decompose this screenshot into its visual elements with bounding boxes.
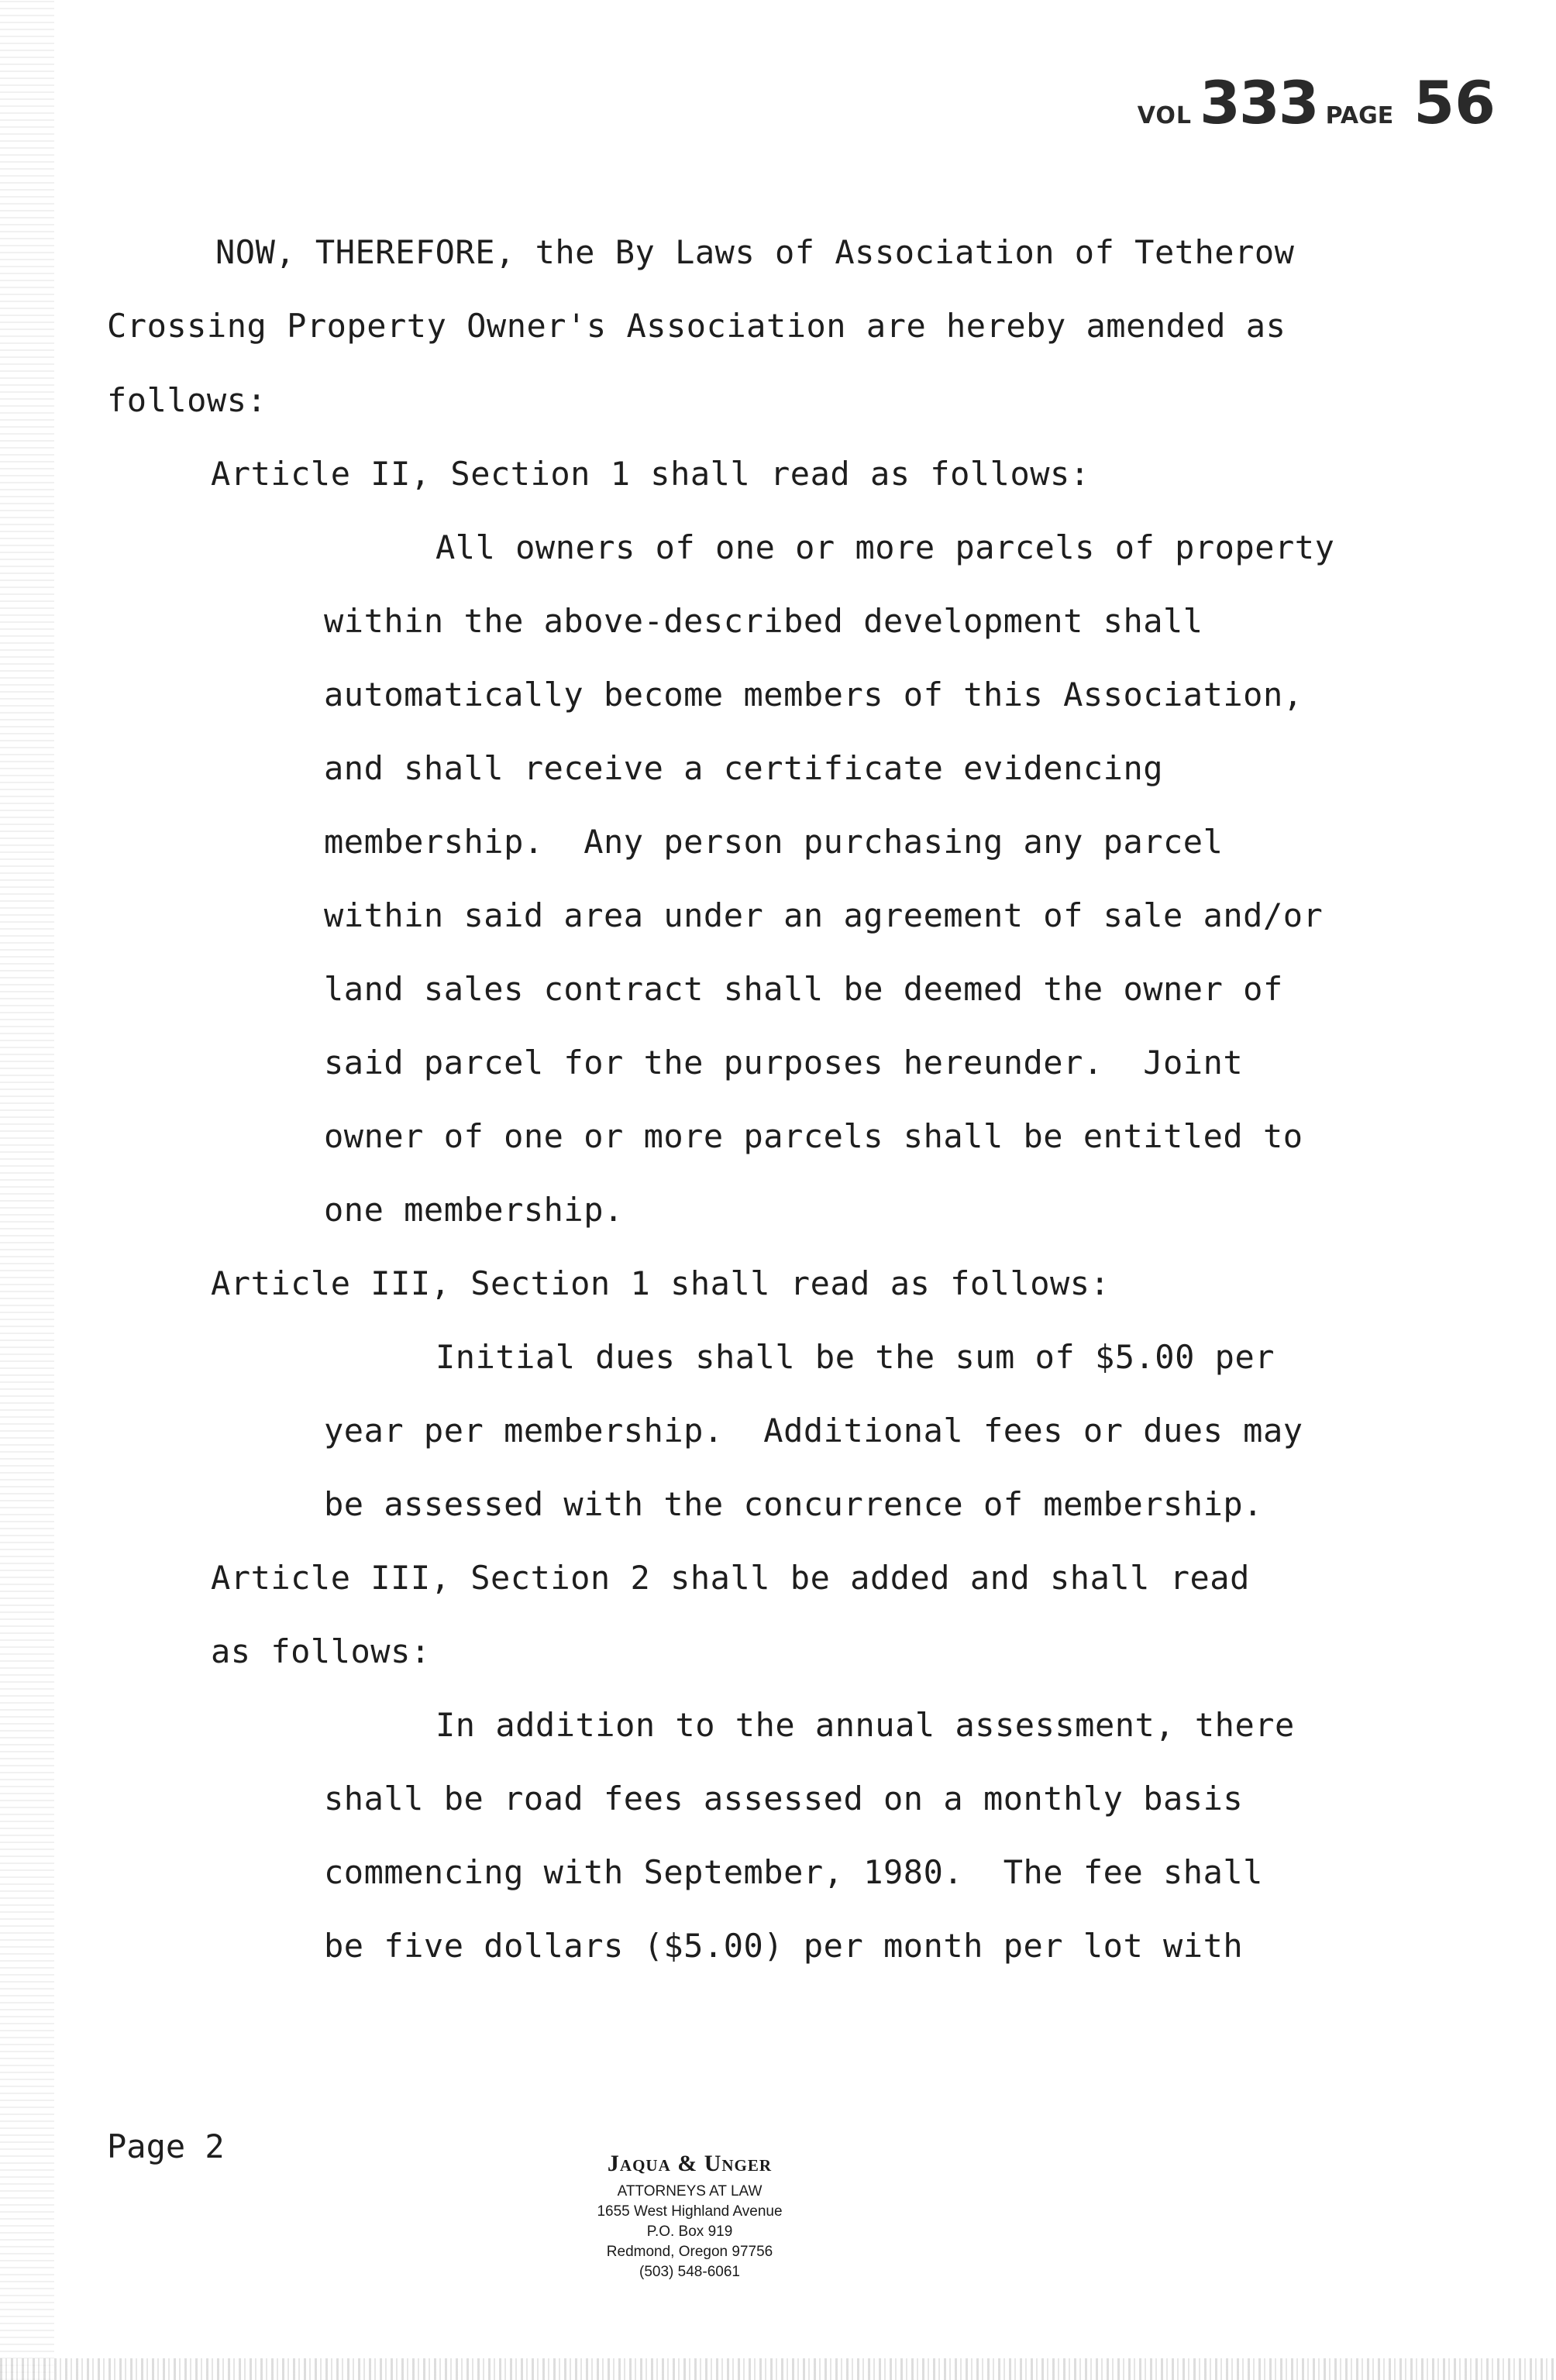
page-label-stamp: PAGE [1325,102,1394,129]
vol-label: VOL [1137,102,1192,129]
body-line: Crossing Property Owner's Association are hereby amended as [107,307,1286,345]
body-line: be assessed with the concurrence of membership. [324,1485,1263,1523]
article-heading: Article II, Section 1 shall read as follows: [211,455,1090,493]
page-footer-number: Page 2 [107,2127,225,2165]
law-firm-letterhead [542,2151,837,2282]
body-line: within said area under an agreement of sale and/or [324,896,1324,934]
firm-title: ATTORNEYS AT LAW [617,2183,763,2199]
body-line: In addition to the annual assessment, there [435,1706,1295,1744]
body-line: year per membership. Additional fees or dues may [324,1412,1303,1450]
body-line: commencing with September, 1980. The fee shall [324,1853,1263,1891]
body-line: owner of one or more parcels shall be entitled to [324,1117,1303,1155]
body-line: within the above-described development shall [324,602,1203,640]
firm-name: Jaqua & Unger [607,2151,773,2176]
body-line: land sales contract shall be deemed the owner of [324,970,1283,1008]
volume-page-stamp [1138,68,1496,137]
firm-address-street: 1655 West Highland Avenue [597,2203,783,2220]
article-heading: Article III, Section 1 shall read as follows: [211,1264,1110,1302]
article-heading: Article III, Section 2 shall be added and shall read [211,1559,1250,1597]
article-heading: as follows: [211,1632,431,1670]
body-line: one membership. [324,1191,624,1229]
page-number-stamp: 56 [1413,68,1496,137]
body-line: follows: [107,381,267,419]
body-line: automatically become members of this Association, [324,676,1303,714]
body-line: be five dollars ($5.00) per month per lot with [324,1927,1244,1965]
body-line: All owners of one or more parcels of property [435,528,1335,566]
body-line: membership. Any person purchasing any parcel [324,823,1224,861]
scan-edge-bottom [0,2358,1556,2380]
body-line: shall be road fees assessed on a monthly basis [324,1780,1244,1818]
firm-address-city: Redmond, Oregon 97756 [606,2244,773,2260]
firm-address-pobox: P.O. Box 919 [646,2224,733,2240]
body-line: and shall receive a certificate evidencing [324,749,1164,787]
firm-phone: (503) 548-6061 [639,2264,740,2280]
vol-number: 333 [1200,68,1318,137]
scan-edge-left [0,0,54,2380]
body-line: said parcel for the purposes hereunder. Joint [324,1044,1244,1082]
body-line: Initial dues shall be the sum of $5.00 per [435,1338,1275,1376]
body-line: NOW, THEREFORE, the By Laws of Association of Tetherow [215,233,1295,271]
